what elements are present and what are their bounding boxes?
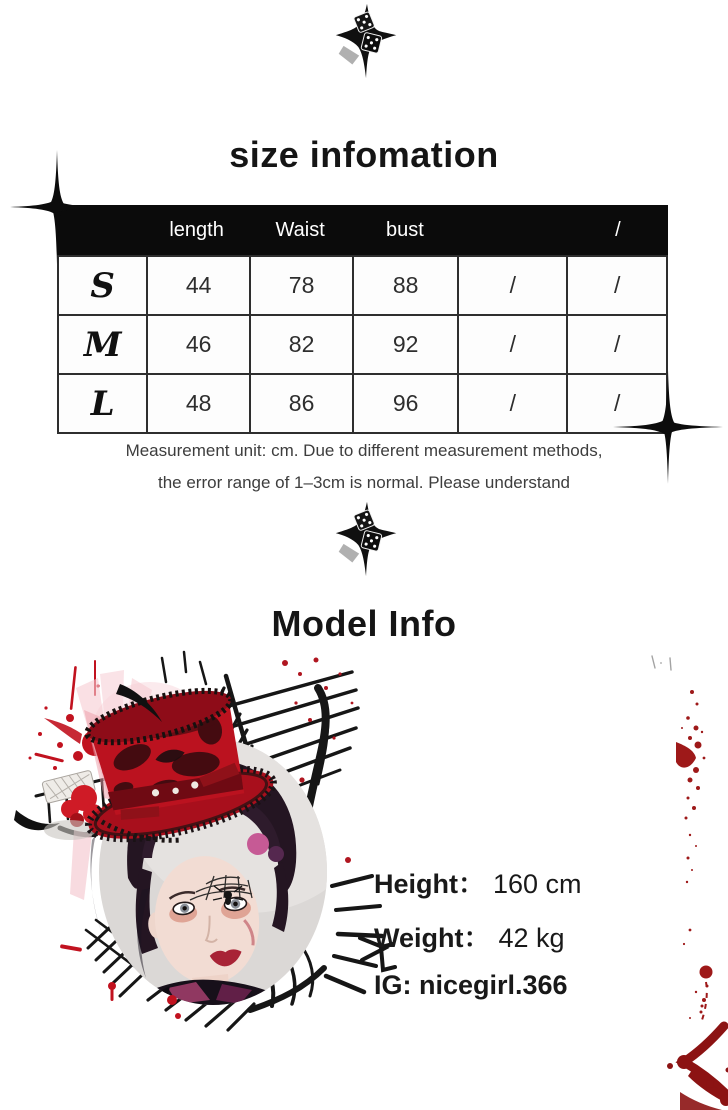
header-cell-bust: bust bbox=[386, 218, 424, 241]
cell-s-col6: / bbox=[566, 257, 666, 314]
dice-sparkle-icon bbox=[326, 2, 408, 82]
weight-label: Weight： bbox=[374, 923, 491, 953]
cell-l-length: 48 bbox=[146, 375, 249, 432]
size-table bbox=[57, 205, 668, 434]
cell-m-col5: / bbox=[457, 316, 566, 373]
cell-m-waist: 82 bbox=[249, 316, 352, 373]
weight-line bbox=[374, 916, 582, 955]
model-photo-illustration bbox=[0, 648, 400, 1068]
cell-m-col6: / bbox=[566, 316, 666, 373]
size-label-l: L bbox=[90, 383, 115, 424]
size-table-body bbox=[57, 255, 668, 434]
blood-splatter-right-strip bbox=[640, 630, 728, 1110]
table-row-l bbox=[59, 373, 666, 432]
table-row-s bbox=[59, 257, 666, 314]
cell-m-length: 46 bbox=[146, 316, 249, 373]
size-label-s: S bbox=[90, 265, 115, 306]
size-label-m: M bbox=[83, 324, 122, 365]
cell-l-col6: / bbox=[566, 375, 666, 432]
header-cell-length: length bbox=[169, 218, 224, 241]
model-measurements bbox=[374, 862, 582, 1016]
table-row-m bbox=[59, 314, 666, 373]
height-label: Height： bbox=[374, 869, 485, 899]
cell-s-bust: 88 bbox=[352, 257, 457, 314]
dice-sparkle-icon bbox=[326, 500, 408, 580]
measurement-note-line1: Measurement unit: cm. Due to different measurement methods, bbox=[125, 441, 603, 460]
height-value: 160 cm bbox=[493, 869, 582, 899]
size-section-title: size infomation bbox=[229, 134, 499, 176]
cell-m-bust: 92 bbox=[352, 316, 457, 373]
cell-s-waist: 78 bbox=[249, 257, 352, 314]
ig-line bbox=[374, 970, 582, 1001]
ig-handle: IG: nicegirl.366 bbox=[374, 970, 568, 1000]
tulle-streamer bbox=[70, 830, 92, 900]
cell-s-col5: / bbox=[457, 257, 566, 314]
model-section-title: Model Info bbox=[271, 603, 457, 645]
size-table-header-row bbox=[57, 205, 668, 255]
cell-s-length: 44 bbox=[146, 257, 249, 314]
cell-l-col5: / bbox=[457, 375, 566, 432]
cell-l-waist: 86 bbox=[249, 375, 352, 432]
measurement-note-line2: the error range of 1–3cm is normal. Please understand bbox=[157, 473, 570, 492]
weight-value: 42 kg bbox=[498, 923, 565, 953]
cell-l-bust: 96 bbox=[352, 375, 457, 432]
height-line bbox=[374, 862, 582, 901]
header-cell-waist: Waist bbox=[275, 218, 325, 241]
header-cell-slash: / bbox=[615, 218, 621, 241]
